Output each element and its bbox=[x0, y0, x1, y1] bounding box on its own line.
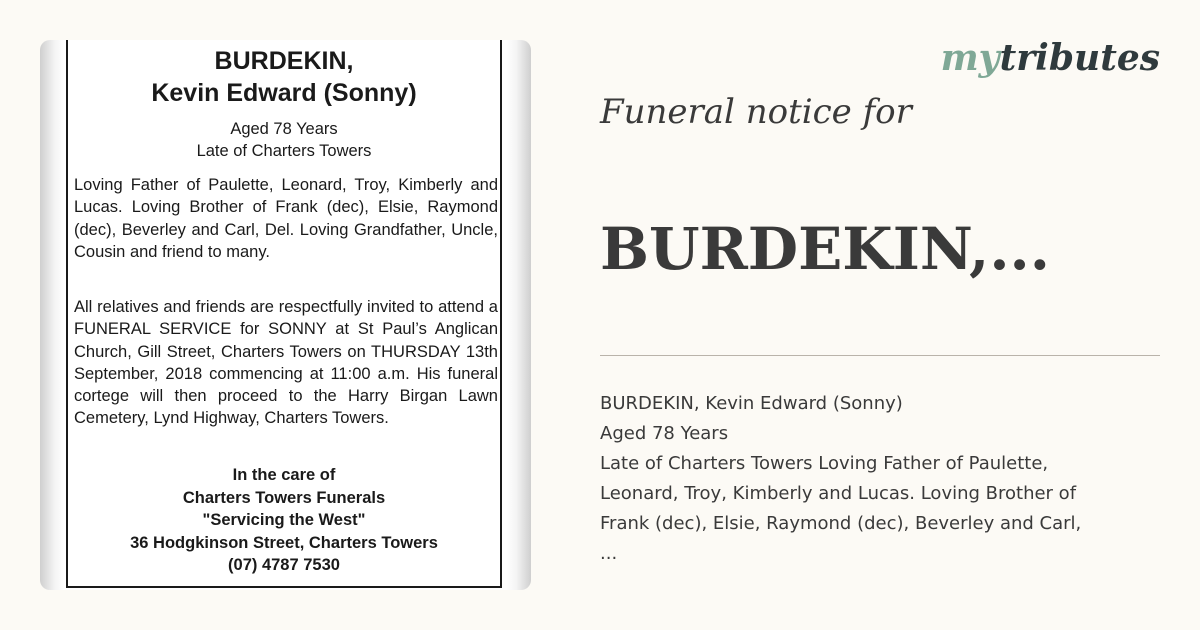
notice-director-slogan: "Servicing the West" bbox=[202, 511, 366, 529]
notice-fullname: Kevin Edward (Sonny) bbox=[151, 79, 417, 107]
logo-tributes-part: tributes bbox=[999, 37, 1160, 79]
summary-line: Leonard, Troy, Kimberly and Lucas. Loving Brother of bbox=[600, 483, 1077, 504]
notice-summary bbox=[600, 389, 1160, 569]
notice-funeral-director: Charters Towers Funerals bbox=[182, 489, 386, 507]
notice-family-paragraph: Loving Father of Paulette, Leonard, Troy, Kimberly and Lucas. Loving Brother of Frank (dec), Elsie, Raymond (dec), Beverley and Carl, Del. Loving Grandfather, Uncle, Cousin and friend to many. bbox=[74, 176, 498, 261]
summary-line: BURDEKIN, Kevin Edward (Sonny) bbox=[600, 393, 903, 414]
notice-service-paragraph: All relatives and friends are respectfully invited to attend a FUNERAL SERVICE for SONNY at St Paul’s Anglican Church, Gill Street, Charters Towers on THURSDAY 13th September, 2018 commencing at 11:00 a.m. His funeral cortege will then proceed to the Harry Birgan Lawn Cemetery, Lynd Highway, Charters Towers. bbox=[74, 298, 498, 428]
summary-line: Frank (dec), Elsie, Raymond (dec), Beverley and Carl, bbox=[600, 513, 1082, 534]
notice-director-phone: (07) 4787 7530 bbox=[228, 556, 340, 574]
logo-my-part: my bbox=[940, 37, 1000, 79]
notice-surname: BURDEKIN, bbox=[214, 47, 354, 75]
notice-age: Aged 78 Years bbox=[230, 120, 338, 138]
funeral-notice-label: Funeral notice for bbox=[600, 92, 912, 132]
summary-ellipsis: ... bbox=[600, 543, 618, 564]
notice-care-of: In the care of bbox=[232, 466, 336, 484]
deceased-name-heading: BURDEKIN,... bbox=[600, 215, 1050, 283]
summary-line: Late of Charters Towers Loving Father of Paulette, bbox=[600, 453, 1049, 474]
summary-line: Aged 78 Years bbox=[600, 423, 729, 444]
notice-director-address: 36 Hodgkinson Street, Charters Towers bbox=[130, 534, 438, 552]
section-divider bbox=[600, 355, 1160, 356]
funeral-notice-clipping bbox=[66, 40, 502, 588]
mytributes-logo[interactable] bbox=[941, 36, 1160, 80]
notice-late-of: Late of Charters Towers bbox=[196, 142, 372, 160]
